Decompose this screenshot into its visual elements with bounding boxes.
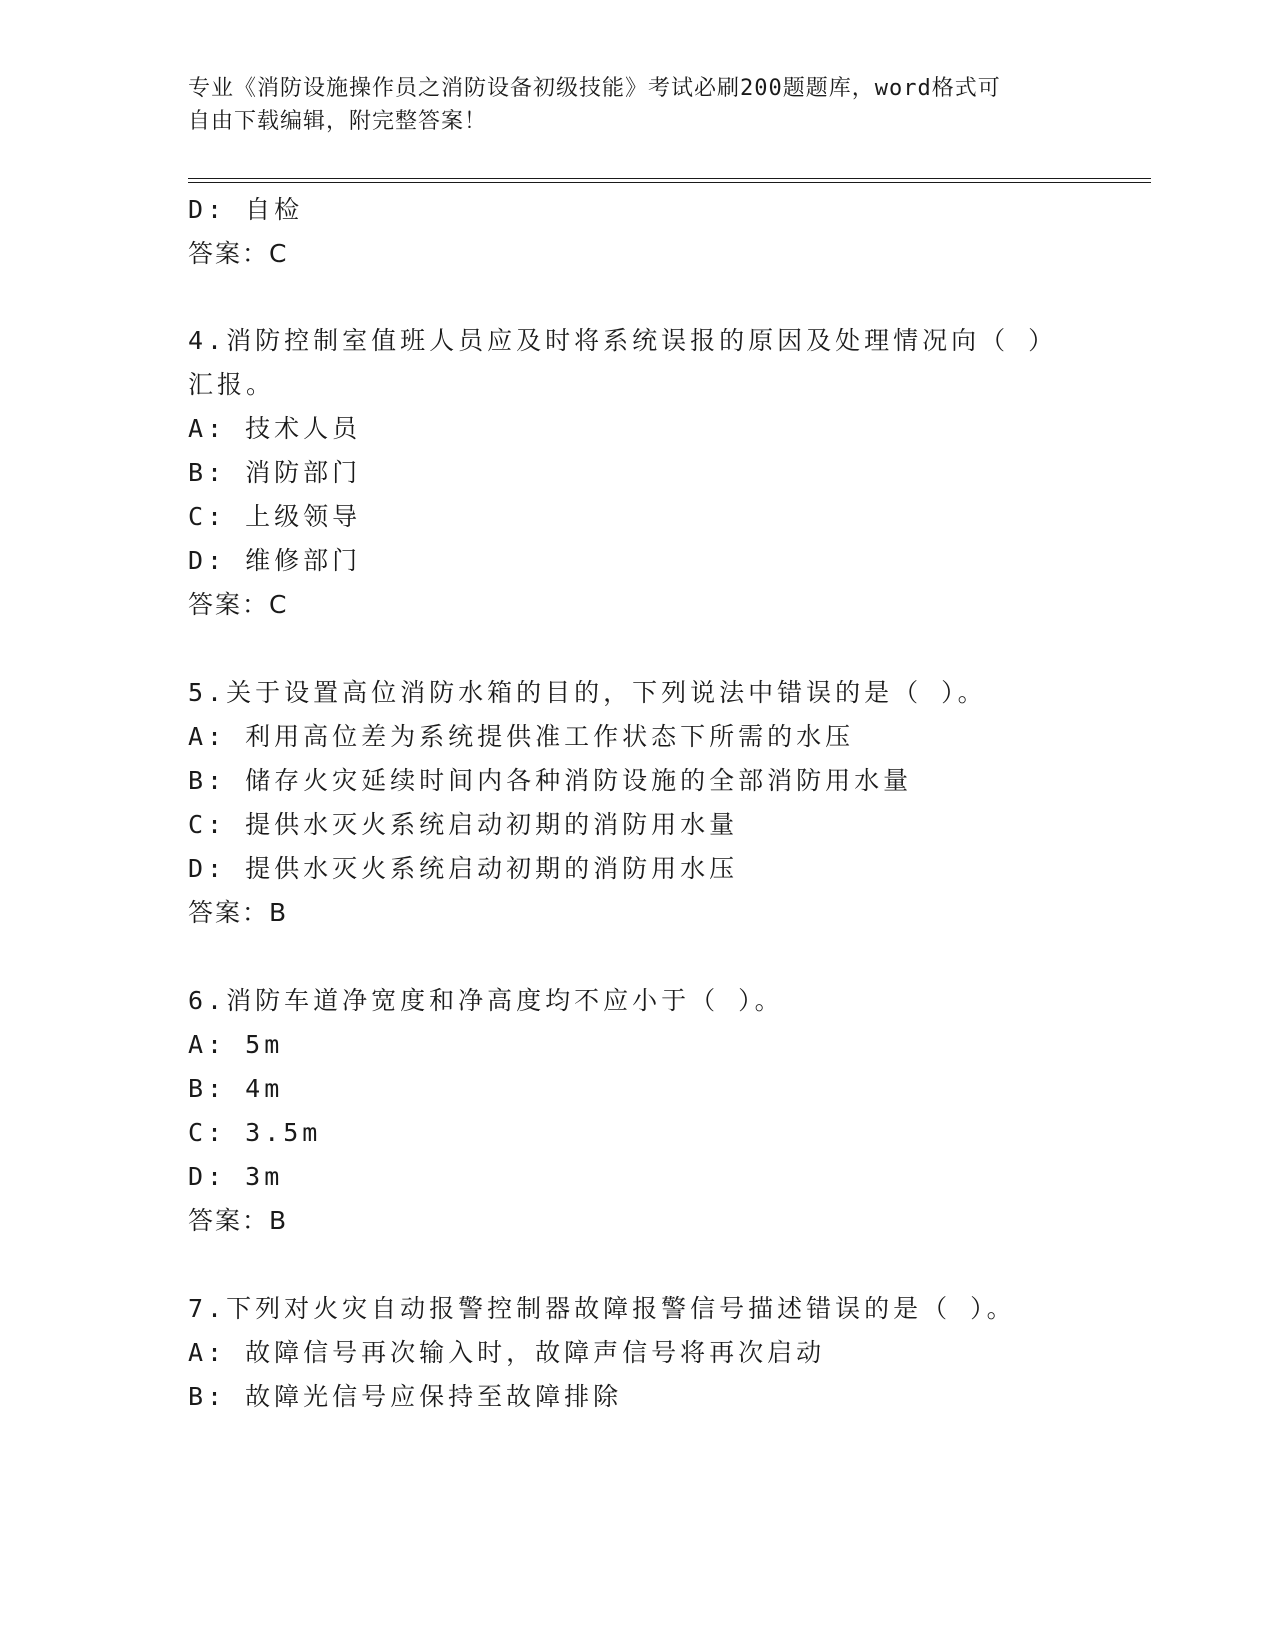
question-6-stem: 6.消防车道净宽度和净高度均不应小于（ ）。 <box>188 986 784 1015</box>
question-4-stem-line-2: 汇报。 <box>188 370 276 399</box>
question-7-option-b: B: 故障光信号应保持至故障排除 <box>188 1382 623 1411</box>
question-5-option-a: A: 利用高位差为系统提供准工作状态下所需的水压 <box>188 722 855 751</box>
question-5-option-c: C: 提供水灭火系统启动初期的消防用水量 <box>188 810 739 839</box>
question-4-option-c: C: 上级领导 <box>188 502 362 531</box>
question-7-stem: 7.下列对火灾自动报警控制器故障报警信号描述错误的是（ ）。 <box>188 1294 1016 1323</box>
question-5-answer: 答案：B <box>188 898 289 927</box>
header-line-2: 自由下载编辑，附完整答案！ <box>188 109 488 134</box>
question-6-answer: 答案：B <box>188 1206 289 1235</box>
question-4-option-d: D: 维修部门 <box>188 546 362 575</box>
prev-answer: 答案：C <box>188 239 289 268</box>
question-4-stem-line-1: 4.消防控制室值班人员应及时将系统误报的原因及处理情况向（ ） <box>188 326 1058 355</box>
document-header <box>188 72 1068 138</box>
header-divider-bottom <box>188 182 1151 183</box>
question-4-option-a: A: 技术人员 <box>188 414 362 443</box>
header-line-1: 专业《消防设施操作员之消防设备初级技能》考试必刷200题题库，word格式可 <box>188 76 1001 101</box>
question-4-answer: 答案：C <box>188 590 289 619</box>
question-6-option-c: C: 3.5m <box>188 1118 322 1147</box>
question-5-option-d: D: 提供水灭火系统启动初期的消防用水压 <box>188 854 739 883</box>
question-6-option-a: A: 5m <box>188 1030 284 1059</box>
question-4-option-b: B: 消防部门 <box>188 458 362 487</box>
question-6-option-b: B: 4m <box>188 1074 284 1103</box>
prev-option-d: D: 自检 <box>188 195 304 224</box>
question-5-stem: 5.关于设置高位消防水箱的目的，下列说法中错误的是（ ）。 <box>188 678 987 707</box>
question-5-option-b: B: 储存火灾延续时间内各种消防设施的全部消防用水量 <box>188 766 913 795</box>
question-7-option-a: A: 故障信号再次输入时，故障声信号将再次启动 <box>188 1338 826 1367</box>
question-6-option-d: D: 3m <box>188 1162 284 1191</box>
header-divider-top <box>188 178 1151 179</box>
